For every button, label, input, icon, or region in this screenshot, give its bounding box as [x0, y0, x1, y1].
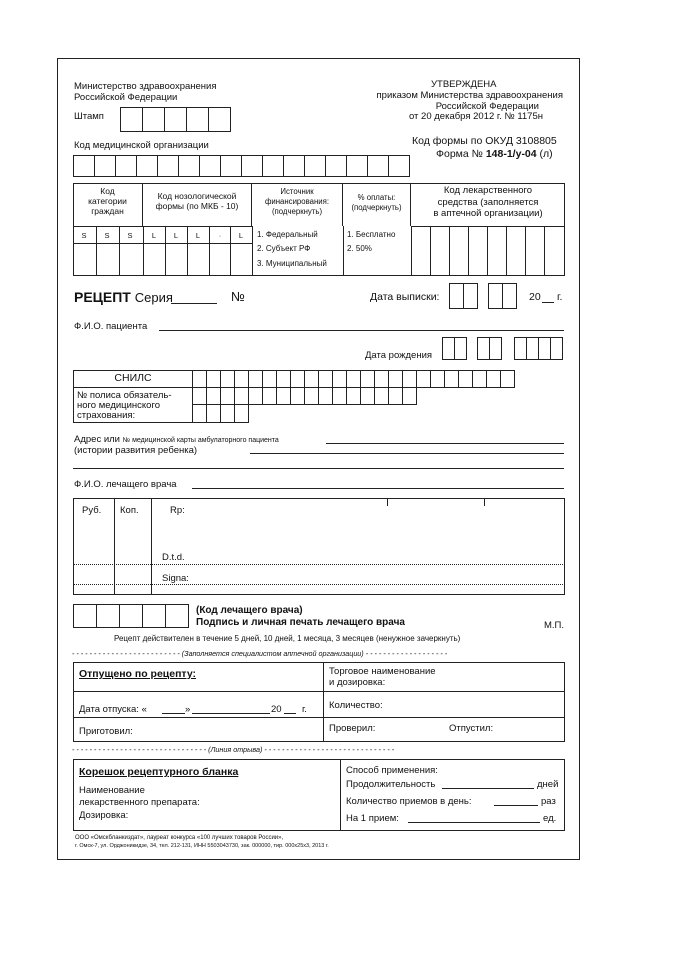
category-header [73, 183, 143, 226]
doctor-code-boxes[interactable] [73, 604, 189, 628]
rx-col-line [151, 498, 152, 595]
dispense-month-field[interactable] [192, 713, 270, 714]
stub-method-label: Способ применения: [346, 765, 438, 776]
stub-times-label: раз [541, 796, 556, 807]
stub-per-take-label: На 1 прием: [346, 813, 399, 824]
validity-note: Рецепт действителен в течение 5 дней, 10 дней, 1 месяца, 3 месяцев (ненужное зачеркнуть) [114, 634, 461, 643]
payment-header-l2: (подчеркнуть) [351, 203, 402, 212]
series-field[interactable] [171, 303, 217, 304]
col-line [143, 226, 144, 276]
quantity-label: Количество: [329, 700, 383, 711]
issue-year-field[interactable] [542, 302, 554, 303]
stub-days-label: дней [537, 779, 559, 790]
col-line [544, 226, 545, 276]
payment-header-l1: % оплаты: [357, 193, 396, 202]
rx-dotted-line-1 [73, 564, 565, 565]
org-code-label: Код медицинской организации [74, 140, 209, 151]
approved-label: УТВЕРЖДЕНА [431, 79, 497, 90]
snils-divider [73, 387, 193, 388]
funding-header-l2: финансирования: [264, 197, 330, 206]
stamp-boxes[interactable] [120, 107, 231, 132]
payment-free[interactable]: 1. Бесплатно [347, 230, 396, 239]
funding-header-l3: (подчеркнуть) [271, 207, 323, 216]
stub-units-label: ед. [543, 813, 557, 824]
order-line-3: от 20 декабря 2012 г. № 1175н [408, 111, 543, 122]
codes-header-divider [73, 226, 253, 227]
form-prefix: Форма № [436, 148, 483, 160]
nosology-header-l2: формы (по МКБ - 10) [155, 201, 239, 211]
funding-federal[interactable]: 1. Федеральный [257, 230, 318, 239]
printer-line-2: г. Омск-7, ул. Орджоникидзе, 34, тел. 212-131, ИНН 5503043730, зак. 000000, тир. 000х25х3, 2013 г. [75, 843, 329, 849]
funding-region[interactable]: 2. Субъект РФ [257, 244, 311, 253]
stub-title: Корешок рецептурного бланка [79, 766, 239, 778]
prepared-label: Приготовил: [79, 726, 133, 737]
col-line [187, 226, 188, 276]
series-label: Серия [134, 290, 173, 305]
address-label [74, 434, 279, 445]
stub-per-day-field[interactable] [494, 805, 538, 806]
pharmacy-note: - - - - - - - - - - - - - - - - - - - - - - - - - (Заполняется специалистом аптечной организации) - - - - - - - - - - - - - - - - - - - [72, 649, 448, 658]
patient-field[interactable] [159, 330, 564, 331]
issue-date-label: Дата выписки: [370, 291, 440, 303]
trade-name-l1: Торговое наименование [329, 666, 436, 677]
letter-l4: L [238, 231, 244, 240]
stub-duration-label: Продолжительность [346, 779, 436, 790]
okud-label: Код формы по ОКУД 3108805 [412, 135, 557, 147]
stub-name-l2: лекарственного препарата: [79, 797, 200, 808]
col-line [209, 226, 210, 276]
doctor-label: Ф.И.О. лечащего врача [74, 479, 177, 490]
col-line [230, 226, 231, 276]
stub-divider [340, 759, 341, 831]
birth-label: Дата рождения [365, 350, 433, 361]
address-field-2[interactable] [250, 453, 564, 454]
col-line [252, 226, 253, 276]
letter-s2: S [104, 231, 110, 240]
birth-day-boxes[interactable] [442, 337, 467, 360]
signature-label: Подпись и личная печать лечащего врача [196, 617, 405, 628]
dispense-divider [323, 662, 324, 742]
doctor-code-label: (Код лечащего врача) [196, 605, 303, 616]
payment-header [343, 183, 411, 226]
col-line [430, 226, 431, 276]
rub-label: Руб. [82, 505, 102, 516]
address-label-a: Адрес или [74, 434, 120, 445]
address-label-c: (истории развития ребенка) [74, 445, 198, 456]
col-line [506, 226, 507, 276]
dispense-year-label: 20 [271, 704, 282, 715]
address-label-b: № медицинской карты амбулаторного пациента [122, 437, 279, 444]
address-field-3[interactable] [73, 468, 564, 469]
dispense-year-field[interactable] [284, 713, 296, 714]
stamp-label: Штамп [74, 111, 104, 122]
dispensed-title: Отпущено по рецепту: [79, 668, 197, 680]
checked-label: Проверил: [329, 723, 376, 734]
kop-label: Коп. [120, 505, 139, 516]
col-line [525, 226, 526, 276]
dispense-date-label: Дата отпуска: « [79, 704, 147, 715]
dispense-date-mid: » [185, 704, 191, 715]
rx-box [73, 498, 565, 595]
patient-label: Ф.И.О. пациента [74, 321, 148, 332]
ministry-line-1: Министерство здравоохранения [74, 81, 217, 92]
nosology-header-l1: Код нозологической [157, 191, 237, 201]
issue-day-boxes[interactable] [449, 283, 478, 309]
letter-s3: S [127, 231, 133, 240]
letter-s1: S [81, 231, 87, 240]
letter-dot: · [218, 231, 222, 240]
org-code-boxes[interactable] [73, 155, 410, 177]
policy-boxes-row2[interactable] [192, 404, 249, 423]
category-header-l2: категории [88, 196, 127, 206]
rx-tick [387, 498, 388, 506]
drug-code-header-l2: средства (заполняется [437, 196, 539, 208]
trade-name-l2: и дозировка: [329, 677, 386, 688]
stub-name-l1: Наименование [79, 785, 145, 796]
issue-month-boxes[interactable] [488, 283, 517, 309]
issue-year-suffix: г. [557, 291, 563, 303]
letter-l3: L [195, 231, 201, 240]
form-no: 148-1/у-04 [485, 148, 537, 160]
issue-year-label: 20 [529, 291, 541, 303]
dispense-day-field[interactable] [162, 713, 185, 714]
tear-line: - - - - - - - - - - - - - - - - - - - - - - - - - - - - - - - (Линия отрыва) - - - - - - - - - - - - - - - - - - - - - - - - - - - - - - [72, 745, 395, 754]
stub-dose-label: Дозировка: [79, 810, 129, 821]
stub-duration-field[interactable] [442, 788, 534, 789]
printer-line-1: ООО «Омскбланкиздат», лауреат конкурса «100 лучших товаров России», [75, 835, 284, 841]
prescription-form [57, 58, 580, 860]
rx-tick [484, 498, 485, 506]
birth-month-boxes[interactable] [477, 337, 502, 360]
rx-dotted-line-2 [73, 584, 565, 585]
signa-label: Signa: [162, 573, 189, 584]
drug-code-header-l1: Код лекарственного [443, 185, 533, 196]
nosology-header [143, 183, 252, 226]
policy-label-l2: ного медицинского [77, 400, 160, 411]
form-number [436, 149, 553, 160]
address-field-1[interactable] [326, 443, 564, 444]
drug-code-header [411, 183, 565, 226]
ministry-line-2: Российской Федерации [74, 92, 178, 103]
policy-boxes-row1[interactable] [192, 387, 417, 405]
col-line [343, 226, 344, 276]
stub-per-take-field[interactable] [408, 822, 540, 823]
drug-header-divider [411, 226, 565, 227]
order-line-2: Российской Федерации [435, 101, 539, 112]
codes-letter-divider [73, 243, 253, 244]
mp-label: М.П. [544, 620, 565, 631]
category-header-l1: Код [100, 186, 115, 196]
drug-code-header-l3: в аптечной организации) [433, 208, 543, 219]
rx-col-line [114, 498, 115, 595]
col-line [165, 226, 166, 276]
dispense-year-suffix: г. [302, 704, 307, 715]
snils-label: СНИЛС [114, 372, 152, 384]
col-line [449, 226, 450, 276]
letter-l2: L [173, 231, 179, 240]
dtd-label: D.t.d. [162, 552, 185, 563]
payment-50[interactable]: 2. 50% [347, 244, 372, 253]
funding-municipal[interactable]: 3. Муниципальный [257, 259, 327, 268]
dispense-row-line-2 [73, 717, 565, 718]
rp-label: Rp: [170, 505, 185, 516]
released-label: Отпустил: [449, 723, 494, 734]
letter-l1: L [151, 231, 157, 240]
category-header-l3: граждан [91, 206, 124, 216]
order-line-1: приказом Министерства здравоохранения [376, 90, 563, 101]
policy-label-l3: страхования: [77, 410, 136, 421]
form-suffix: (л) [539, 148, 553, 160]
stub-per-day-label: Количество приемов в день: [346, 796, 472, 807]
recipe-heading [74, 289, 173, 305]
number-label: № [231, 289, 245, 304]
snils-boxes[interactable] [192, 370, 515, 388]
dispense-row-line-1 [73, 691, 565, 692]
col-line [96, 226, 97, 276]
doctor-field[interactable] [192, 488, 564, 489]
col-line [119, 226, 120, 276]
recipe-title: РЕЦЕПТ [74, 289, 131, 305]
col-line [411, 226, 412, 276]
birth-year-boxes[interactable] [514, 337, 563, 360]
funding-header-l1: Источник [280, 187, 314, 196]
policy-label-l1: № полиса обязатель- [77, 390, 172, 401]
col-line [468, 226, 469, 276]
funding-header [252, 183, 343, 226]
col-line [487, 226, 488, 276]
